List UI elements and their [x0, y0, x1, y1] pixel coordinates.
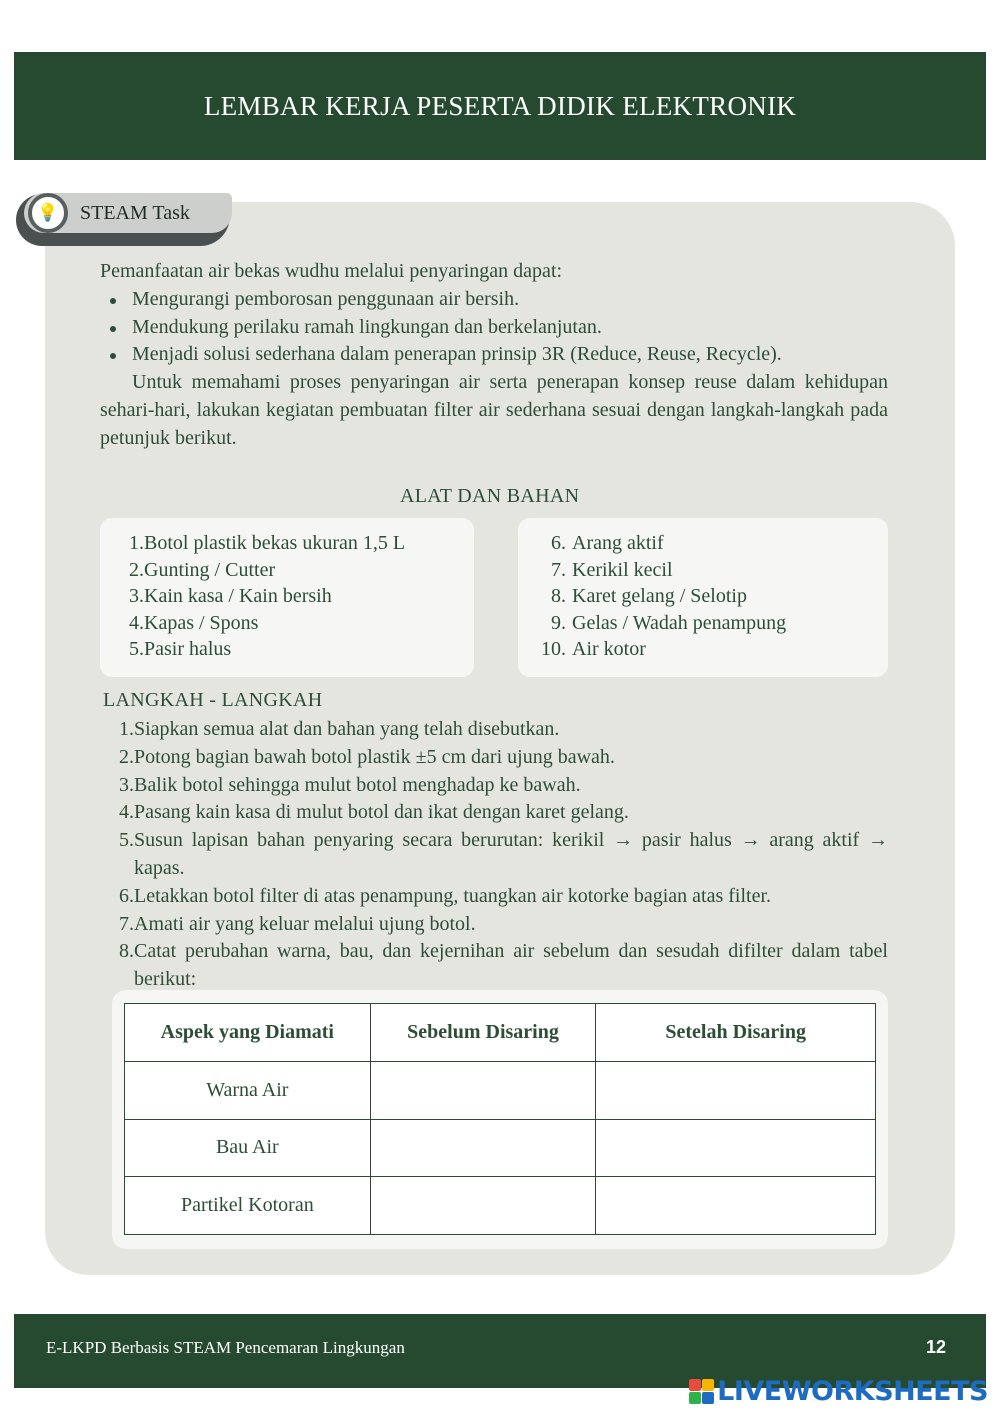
benefit-item: Mendukung perilaku ramah lingkungan dan berkelanjutan. [132, 314, 888, 342]
intro-lead: Pemanfaatan air bekas wudhu melalui penyaringan dapat: [100, 260, 563, 282]
steps-title: LANGKAH - LANGKAH [103, 689, 323, 711]
materials-box-right [518, 518, 888, 677]
after-cell[interactable] [596, 1061, 876, 1119]
lightbulb-icon: 💡 [28, 193, 68, 233]
materials-box-left [100, 518, 474, 677]
liveworksheets-watermark [689, 1374, 988, 1408]
aspect-cell: Warna Air [125, 1061, 371, 1119]
intro-section [100, 258, 888, 453]
materials-title: ALAT DAN BAHAN [400, 485, 580, 507]
liveworksheets-logo-icon [689, 1379, 714, 1404]
materials-list-left [100, 518, 474, 663]
material-item: 2. Gunting / Cutter [129, 558, 276, 581]
before-cell[interactable] [370, 1061, 596, 1119]
step-item: 8. Catat perubahan warna, bau, dan kejernihan air sebelum dan sesudah difilter dalam tabel berikut: [119, 940, 888, 991]
logo-square [689, 1392, 701, 1404]
aspect-cell: Partikel Kotoran [125, 1177, 371, 1235]
before-cell[interactable] [370, 1119, 596, 1177]
step-item: 1. Siapkan semua alat dan bahan yang telah disebutkan. [119, 718, 560, 740]
table-header: Setelah Disaring [596, 1004, 876, 1062]
material-item: 9. Gelas / Wadah penampung [551, 611, 787, 634]
observation-table-wrap [112, 990, 888, 1249]
table-header: Sebelum Disaring [370, 1004, 596, 1062]
materials-list-right [518, 518, 888, 663]
table-row [125, 1119, 876, 1177]
steps-section [110, 716, 888, 994]
material-item: 6. Arang aktif [551, 532, 664, 554]
benefit-item: Mengurangi pemborosan penggunaan air bersih. [132, 286, 888, 314]
step-item: 3. Balik botol sehingga mulut botol menghadap ke bawah. [119, 773, 581, 796]
after-cell[interactable] [596, 1177, 876, 1235]
before-cell[interactable] [370, 1177, 596, 1235]
material-item: 1. Botol plastik bekas ukuran 1,5 L [129, 532, 406, 554]
logo-square [702, 1379, 714, 1391]
steam-task-tab [24, 193, 232, 233]
step-item: 6. Letakkan botol filter di atas penampung, tuangkan air kotorke bagian atas filter. [119, 884, 772, 907]
step-item: 2. Potong bagian bawah botol plastik ±5 cm dari ujung bawah. [119, 745, 615, 768]
steps-list [110, 716, 888, 994]
page-title: LEMBAR KERJA PESERTA DIDIK ELEKTRONIK [203, 90, 797, 121]
table-header: Aspek yang Diamati [125, 1004, 371, 1062]
step-item: 7. Amati air yang keluar melalui ujung botol. [119, 912, 476, 935]
material-item: 8. Karet gelang / Selotip [551, 585, 747, 607]
material-item: 10. Air kotor [541, 638, 646, 660]
benefit-item: Menjadi solusi sederhana dalam penerapan prinsip 3R (Reduce, Reuse, Recycle). [132, 341, 888, 369]
table-header-row [125, 1004, 876, 1062]
logo-square [689, 1379, 701, 1391]
page-header [14, 52, 986, 160]
material-item: 3. Kain kasa / Kain bersih [129, 585, 332, 607]
observation-table [124, 1003, 876, 1235]
material-item: 5. Pasir halus [129, 638, 232, 660]
watermark-text: LIVEWORKSHEETS [717, 1375, 988, 1407]
table-row [125, 1177, 876, 1235]
footer-title: E-LKPD Berbasis STEAM Pencemaran Lingkungan [46, 1338, 405, 1357]
logo-square [702, 1392, 714, 1404]
material-item: 4. Kapas / Spons [129, 611, 259, 634]
after-cell[interactable] [596, 1119, 876, 1177]
page-number: 12 [925, 1337, 946, 1357]
table-row [125, 1061, 876, 1119]
intro-paragraph: Untuk memahami proses penyaringan air serta penerapan konsep reuse dalam kehidupan sehari-hari, lakukan kegiatan pembuatan filter air sederhana sesuai dengan langkah-langkah pada petunjuk berikut. [100, 371, 888, 449]
step-item: 4. Pasang kain kasa di mulut botol dan ikat dengan karet gelang. [119, 801, 629, 824]
aspect-cell: Bau Air [125, 1119, 371, 1177]
step-item: 5. Susun lapisan bahan penyaring secara berurutan: kerikil → pasir halus → arang aktif → kapas. [119, 829, 888, 879]
benefit-list [100, 286, 888, 369]
material-item: 7. Kerikil kecil [551, 558, 673, 581]
tab-label: STEAM Task [80, 201, 190, 224]
